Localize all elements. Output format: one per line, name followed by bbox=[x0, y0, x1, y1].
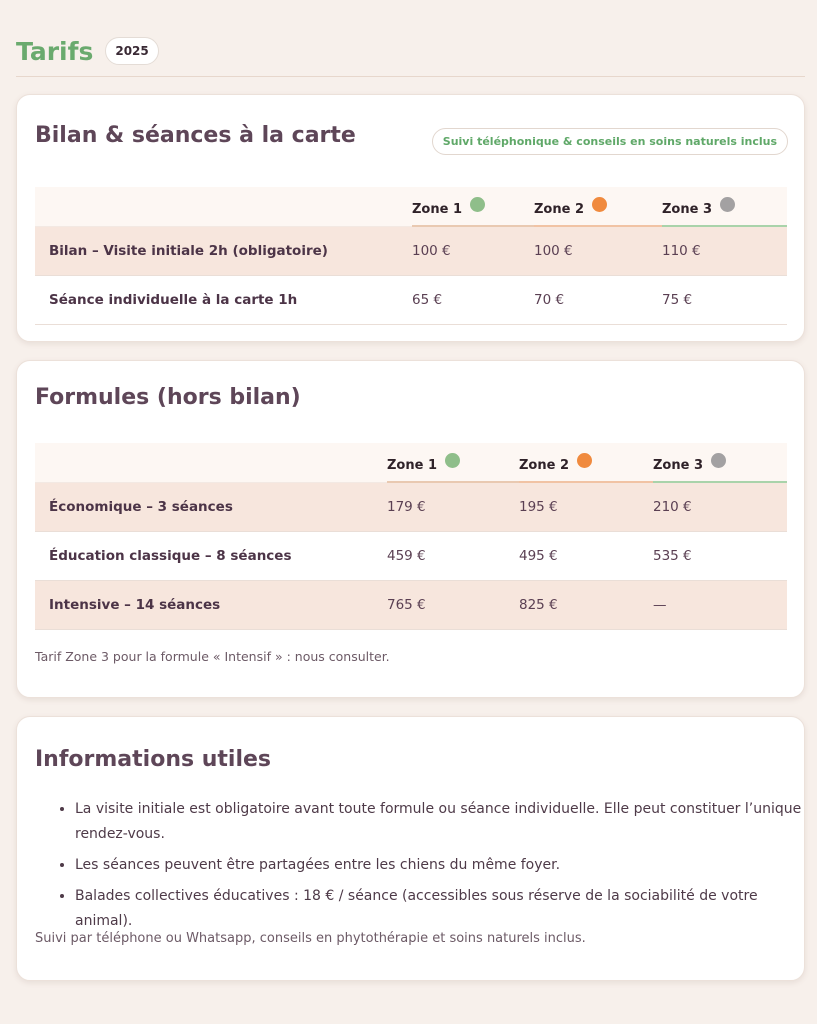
price-zone-2: 195 € bbox=[519, 482, 653, 532]
price-zone-2: 825 € bbox=[519, 581, 653, 630]
list-item: • Les séances peuvent être partagées entre les chiens du même foyer. bbox=[75, 853, 805, 878]
zone-1-dot-icon bbox=[470, 197, 485, 212]
table-row bbox=[35, 581, 787, 630]
table-row bbox=[35, 482, 787, 532]
table-row bbox=[35, 276, 787, 325]
header-divider bbox=[16, 76, 805, 77]
price-zone-1: 179 € bbox=[387, 482, 519, 532]
row-label: Intensive – 14 séances bbox=[35, 581, 387, 630]
row-label: Économique – 3 séances bbox=[35, 482, 387, 532]
info-list bbox=[35, 797, 805, 940]
card-informations-title: Informations utiles bbox=[35, 747, 272, 772]
card-bilan-title: Bilan & séances à la carte bbox=[35, 123, 356, 148]
bilan-price-table bbox=[35, 187, 787, 325]
list-item: • Balades collectives éducatives : 18 € / séance (accessibles sous réserve de la sociabilité de votre animal). bbox=[75, 884, 805, 934]
column-zone-1: Zone 1 bbox=[412, 187, 534, 226]
row-label: Éducation classique – 8 séances bbox=[35, 532, 387, 581]
table-row bbox=[35, 226, 787, 276]
table-header-row bbox=[35, 443, 787, 482]
price-zone-2: 70 € bbox=[534, 276, 662, 325]
price-zone-1: 765 € bbox=[387, 581, 519, 630]
card-informations bbox=[16, 716, 805, 981]
included-services-pill: Suivi téléphonique & conseils en soins naturels inclus bbox=[432, 128, 788, 155]
card-formules-title: Formules (hors bilan) bbox=[35, 385, 301, 410]
price-zone-3: — bbox=[653, 581, 787, 630]
row-label: Bilan – Visite initiale 2h (obligatoire) bbox=[35, 226, 412, 276]
column-zone-3: Zone 3 bbox=[662, 187, 787, 226]
column-zone-2: Zone 2 bbox=[519, 443, 653, 482]
card-bilan bbox=[16, 94, 805, 342]
zone-1-dot-icon bbox=[445, 453, 460, 468]
zone-3-dot-icon bbox=[711, 453, 726, 468]
price-zone-1: 459 € bbox=[387, 532, 519, 581]
price-zone-1: 100 € bbox=[412, 226, 534, 276]
zone-2-dot-icon bbox=[592, 197, 607, 212]
table-header-row bbox=[35, 187, 787, 226]
price-zone-3: 535 € bbox=[653, 532, 787, 581]
column-zone-1: Zone 1 bbox=[387, 443, 519, 482]
price-zone-2: 100 € bbox=[534, 226, 662, 276]
info-footer: Suivi par téléphone ou Whatsapp, conseils en phytothérapie et soins naturels inclus. bbox=[35, 931, 586, 946]
price-zone-2: 495 € bbox=[519, 532, 653, 581]
zone-2-dot-icon bbox=[577, 453, 592, 468]
page-header bbox=[0, 0, 817, 74]
price-zone-3: 210 € bbox=[653, 482, 787, 532]
year-badge: 2025 bbox=[105, 37, 158, 65]
zone-3-dot-icon bbox=[720, 197, 735, 212]
column-zone-2: Zone 2 bbox=[534, 187, 662, 226]
price-zone-3: 110 € bbox=[662, 226, 787, 276]
table-row bbox=[35, 532, 787, 581]
row-label: Séance individuelle à la carte 1h bbox=[35, 276, 412, 325]
price-zone-3: 75 € bbox=[662, 276, 787, 325]
price-zone-1: 65 € bbox=[412, 276, 534, 325]
formules-price-table bbox=[35, 443, 787, 630]
list-item: • La visite initiale est obligatoire avant toute formule ou séance individuelle. Elle peut constituer l’unique rendez-vous. bbox=[75, 797, 805, 847]
page-title: Tarifs bbox=[16, 36, 94, 66]
column-zone-3: Zone 3 bbox=[653, 443, 787, 482]
zone-3-note: Tarif Zone 3 pour la formule « Intensif » : nous consulter. bbox=[35, 649, 390, 664]
card-formules bbox=[16, 360, 805, 698]
